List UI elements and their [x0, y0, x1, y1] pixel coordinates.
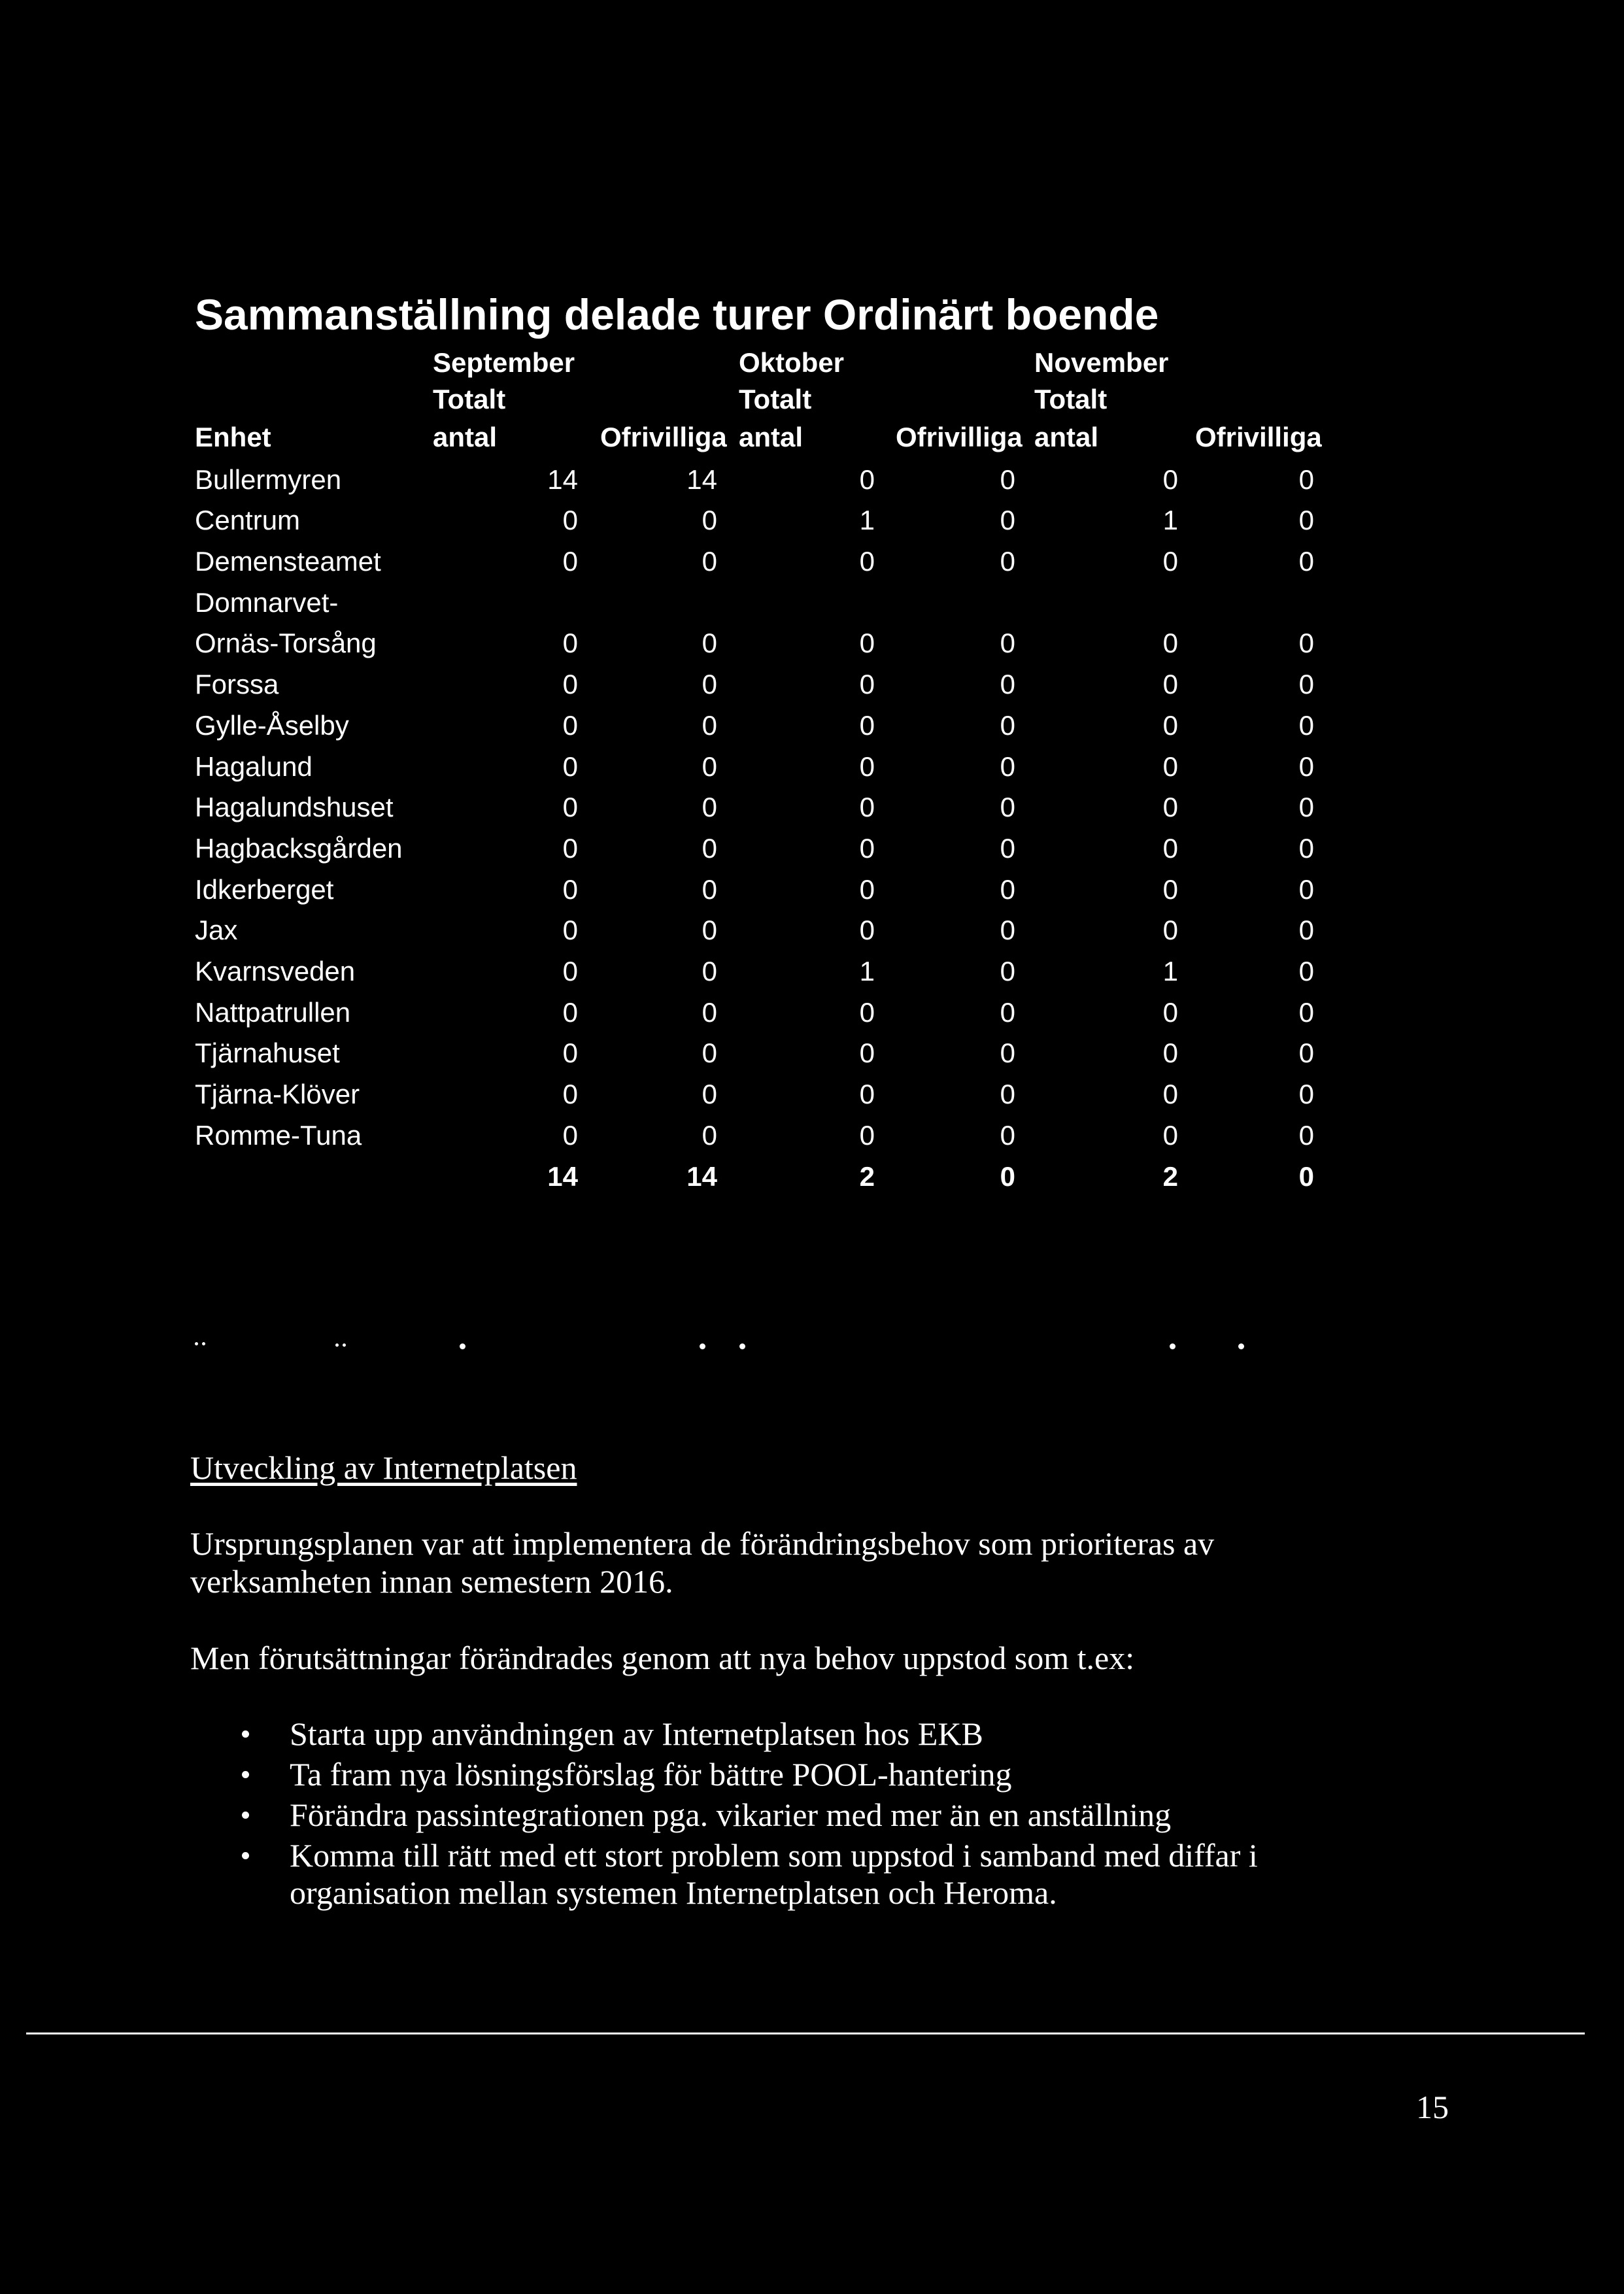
- table-row: [0, 582, 1624, 664]
- september-ofrivilliga-cell: 0: [702, 669, 717, 700]
- section-intro: Men förutsättningar förändrades genom att nya behov uppstod som t.ex:: [190, 1640, 1135, 1676]
- table-header-columns: [0, 419, 1624, 456]
- oktober-ofrivilliga-cell: 0: [1000, 1037, 1015, 1069]
- unit-name: Demensteamet: [195, 546, 381, 577]
- list-item-text: Förändra passintegrationen pga. vikarier med mer än en anställning: [290, 1796, 1172, 1833]
- november-totalt-antal-cell: 0: [1162, 873, 1178, 905]
- september-totalt-antal-cell: 0: [562, 956, 578, 987]
- unit-name: Gylle-Åselby: [195, 709, 349, 741]
- september-totalt-antal-cell: 14: [547, 464, 578, 495]
- table-header-months: [0, 345, 1624, 381]
- september-totalt-antal-cell: 0: [562, 1079, 578, 1110]
- oktober-ofrivilliga-cell: 0: [1000, 956, 1015, 987]
- oktober-ofrivilliga-cell: 0: [1000, 505, 1015, 536]
- november-totalt-antal-cell: 0: [1162, 546, 1178, 577]
- header-month-oktober: Oktober: [739, 347, 845, 378]
- november-ofrivilliga-cell: 0: [1298, 669, 1314, 700]
- november-totalt-antal-cell: 0: [1162, 1037, 1178, 1069]
- header-antal: antal: [739, 422, 804, 452]
- september-ofrivilliga-cell: 0: [702, 751, 717, 782]
- unit-name: Centrum: [195, 505, 301, 536]
- unit-name: Tjärna-Klöver: [195, 1079, 360, 1110]
- oktober-totalt-antal-cell: 0: [859, 546, 875, 577]
- november-totalt-antal-cell: 0: [1162, 1079, 1178, 1110]
- table-row: [0, 992, 1624, 1034]
- oktober-ofrivilliga-cell: 0: [1000, 792, 1015, 823]
- november-totalt-antal-cell: 0: [1162, 464, 1178, 495]
- header-ofrivilliga: Ofrivilliga: [1195, 422, 1322, 452]
- september-ofrivilliga-cell: 0: [702, 546, 717, 577]
- oktober-totalt-antal-cell: 0: [859, 1119, 875, 1151]
- november-ofrivilliga-cell: 0: [1298, 628, 1314, 659]
- table-row: [0, 664, 1624, 705]
- unit-name: Kvarnsveden: [195, 956, 356, 987]
- scan-dot: [700, 1343, 705, 1349]
- unit-name: Hagbacksgården: [195, 832, 403, 864]
- unit-name: Idkerberget: [195, 873, 334, 905]
- november-ofrivilliga-cell: 0: [1298, 792, 1314, 823]
- bullet-list: [0, 1715, 1624, 1915]
- oktober-totalt-antal-cell: 0: [859, 709, 875, 741]
- september-totalt-antal-cell: 0: [562, 1037, 578, 1069]
- september-totalt-antal-cell: 0: [562, 792, 578, 823]
- oktober-ofrivilliga-cell: 0: [1000, 915, 1015, 946]
- table-row: [0, 869, 1624, 911]
- header-totalt: Totalt: [739, 384, 812, 414]
- november-ofrivilliga-cell: 0: [1298, 505, 1314, 536]
- november-totalt-antal-cell: 0: [1162, 996, 1178, 1028]
- scan-dot: [1170, 1343, 1176, 1349]
- november-totalt-antal-cell: 0: [1162, 792, 1178, 823]
- table-row: [0, 787, 1624, 828]
- oktober-totalt-antal-cell: 0: [859, 996, 875, 1028]
- september-totalt-antal-cell: 0: [562, 669, 578, 700]
- table-row: [0, 705, 1624, 747]
- november-ofrivilliga-cell: 0: [1298, 915, 1314, 946]
- september-totalt-antal-cell: 0: [562, 751, 578, 782]
- scan-dot: [195, 1342, 198, 1345]
- table-row: [0, 460, 1624, 501]
- table-header-totalt: [0, 381, 1624, 418]
- november-totalt-antal-cell: 0: [1162, 709, 1178, 741]
- oktober-ofrivilliga-cell: 0: [1000, 546, 1015, 577]
- oktober-totalt-antal-cell: 0: [859, 751, 875, 782]
- september-ofrivilliga-cell: 0: [702, 956, 717, 987]
- scan-dot: [460, 1343, 465, 1349]
- list-item-text: Ta fram nya lösningsförslag för bättre POOL-hantering: [290, 1755, 1012, 1793]
- unit-name: Nattpatrullen: [195, 996, 351, 1028]
- november-ofrivilliga-cell: 0: [1298, 873, 1314, 905]
- september-totalt-antal-cell: 0: [562, 628, 578, 659]
- oktober-totalt-antal-cell: 0: [859, 792, 875, 823]
- footer-divider: [26, 2033, 1585, 2034]
- september-ofrivilliga-cell: 14: [686, 1160, 717, 1192]
- table-row: [0, 747, 1624, 788]
- table-row: [0, 910, 1624, 951]
- scan-dot: [202, 1342, 205, 1345]
- totals-row: [0, 1156, 1624, 1198]
- september-totalt-antal-cell: 0: [562, 832, 578, 864]
- header-month-september: September: [433, 347, 575, 378]
- table-row: [0, 828, 1624, 869]
- september-ofrivilliga-cell: 0: [702, 996, 717, 1028]
- oktober-ofrivilliga-cell: 0: [1000, 709, 1015, 741]
- september-ofrivilliga-cell: 0: [702, 792, 717, 823]
- oktober-ofrivilliga-cell: 0: [1000, 628, 1015, 659]
- header-ofrivilliga: Ofrivilliga: [600, 422, 727, 452]
- oktober-ofrivilliga-cell: 0: [1000, 669, 1015, 700]
- header-enhet: Enhet: [195, 422, 271, 452]
- unit-name: Jax: [195, 915, 238, 946]
- unit-name: Tjärnahuset: [195, 1037, 340, 1069]
- table-row: [0, 541, 1624, 582]
- section-paragraph: Ursprungsplanen var att implementera de förändringsbehov som prioriteras av verksamheten innan semestern 2016.: [190, 1525, 1215, 1600]
- list-item: [290, 1715, 1336, 1753]
- list-item: [290, 1837, 1336, 1912]
- oktober-totalt-antal-cell: 0: [859, 464, 875, 495]
- november-ofrivilliga-cell: 0: [1298, 832, 1314, 864]
- september-totalt-antal-cell: 0: [562, 546, 578, 577]
- september-ofrivilliga-cell: 0: [702, 628, 717, 659]
- september-ofrivilliga-cell: 0: [702, 1079, 717, 1110]
- oktober-totalt-antal-cell: 2: [859, 1160, 875, 1192]
- september-totalt-antal-cell: 0: [562, 709, 578, 741]
- table-row: [0, 1115, 1624, 1156]
- oktober-totalt-antal-cell: 0: [859, 628, 875, 659]
- scan-dot: [335, 1343, 339, 1347]
- page-number: 15: [1416, 2089, 1449, 2125]
- september-ofrivilliga-cell: 0: [702, 832, 717, 864]
- unit-name: Forssa: [195, 669, 279, 700]
- oktober-totalt-antal-cell: 0: [859, 873, 875, 905]
- bullet-icon: [242, 1852, 249, 1859]
- oktober-ofrivilliga-cell: 0: [1000, 996, 1015, 1028]
- oktober-totalt-antal-cell: 1: [859, 505, 875, 536]
- table-row: [0, 500, 1624, 541]
- table-row: [0, 1033, 1624, 1074]
- oktober-ofrivilliga-cell: 0: [1000, 751, 1015, 782]
- header-antal: antal: [433, 422, 498, 452]
- oktober-totalt-antal-cell: 1: [859, 956, 875, 987]
- november-ofrivilliga-cell: 0: [1298, 1160, 1314, 1192]
- september-ofrivilliga-cell: 0: [702, 873, 717, 905]
- oktober-totalt-antal-cell: 0: [859, 1079, 875, 1110]
- oktober-ofrivilliga-cell: 0: [1000, 1119, 1015, 1151]
- november-totalt-antal-cell: 0: [1162, 1119, 1178, 1151]
- unit-name: Hagalund: [195, 751, 313, 782]
- list-item: [290, 1756, 1336, 1793]
- september-totalt-antal-cell: 0: [562, 505, 578, 536]
- oktober-ofrivilliga-cell: 0: [1000, 464, 1015, 495]
- november-totalt-antal-cell: 2: [1162, 1160, 1178, 1192]
- list-item-text: Komma till rätt med ett stort problem som uppstod i samband med diffar i organisation mellan systemen Internetplatsen och Heroma.: [290, 1836, 1258, 1911]
- november-totalt-antal-cell: 0: [1162, 751, 1178, 782]
- november-totalt-antal-cell: 0: [1162, 669, 1178, 700]
- bullet-icon: [242, 1812, 249, 1819]
- november-ofrivilliga-cell: 0: [1298, 464, 1314, 495]
- header-antal: antal: [1034, 422, 1099, 452]
- november-totalt-antal-cell: 1: [1162, 505, 1178, 536]
- table-row: [0, 951, 1624, 992]
- oktober-ofrivilliga-cell: 0: [1000, 832, 1015, 864]
- september-ofrivilliga-cell: 0: [702, 1037, 717, 1069]
- header-totalt: Totalt: [1034, 384, 1108, 414]
- unit-name: Domnarvet-Ornäs-Torsång: [195, 586, 377, 659]
- oktober-totalt-antal-cell: 0: [859, 1037, 875, 1069]
- november-ofrivilliga-cell: 0: [1298, 956, 1314, 987]
- header-month-november: November: [1034, 347, 1169, 378]
- november-totalt-antal-cell: 0: [1162, 832, 1178, 864]
- bullet-icon: [242, 1771, 249, 1778]
- september-ofrivilliga-cell: 0: [702, 1119, 717, 1151]
- september-totalt-antal-cell: 0: [562, 1119, 578, 1151]
- unit-name: Bullermyren: [195, 464, 342, 495]
- oktober-totalt-antal-cell: 0: [859, 832, 875, 864]
- oktober-totalt-antal-cell: 0: [859, 915, 875, 946]
- september-ofrivilliga-cell: 14: [686, 464, 717, 495]
- section-heading: Utveckling av Internetplatsen: [190, 1449, 577, 1486]
- oktober-ofrivilliga-cell: 0: [1000, 873, 1015, 905]
- september-totalt-antal-cell: 14: [547, 1160, 578, 1192]
- november-ofrivilliga-cell: 0: [1298, 751, 1314, 782]
- november-totalt-antal-cell: 0: [1162, 628, 1178, 659]
- scan-dot: [739, 1343, 745, 1349]
- september-ofrivilliga-cell: 0: [702, 709, 717, 741]
- november-ofrivilliga-cell: 0: [1298, 1037, 1314, 1069]
- september-totalt-antal-cell: 0: [562, 873, 578, 905]
- list-item: [290, 1796, 1336, 1834]
- bullet-icon: [242, 1730, 249, 1738]
- scan-dot: [343, 1343, 346, 1347]
- november-ofrivilliga-cell: 0: [1298, 996, 1314, 1028]
- header-totalt: Totalt: [433, 384, 506, 414]
- november-ofrivilliga-cell: 0: [1298, 1079, 1314, 1110]
- september-totalt-antal-cell: 0: [562, 915, 578, 946]
- november-ofrivilliga-cell: 0: [1298, 1119, 1314, 1151]
- november-ofrivilliga-cell: 0: [1298, 709, 1314, 741]
- september-ofrivilliga-cell: 0: [702, 915, 717, 946]
- november-totalt-antal-cell: 0: [1162, 915, 1178, 946]
- header-ofrivilliga: Ofrivilliga: [896, 422, 1023, 452]
- oktober-totalt-antal-cell: 0: [859, 669, 875, 700]
- unit-name: Romme-Tuna: [195, 1119, 362, 1151]
- scan-dot: [1238, 1343, 1244, 1349]
- table-row: [0, 1074, 1624, 1115]
- september-totalt-antal-cell: 0: [562, 996, 578, 1028]
- oktober-ofrivilliga-cell: 0: [1000, 1079, 1015, 1110]
- summary-table-body: [0, 460, 1624, 1198]
- november-ofrivilliga-cell: 0: [1298, 546, 1314, 577]
- list-item-text: Starta upp användningen av Internetplatsen hos EKB: [290, 1715, 983, 1752]
- page-title: Sammanställning delade turer Ordinärt boende: [195, 290, 1159, 339]
- oktober-ofrivilliga-cell: 0: [1000, 1160, 1015, 1192]
- september-ofrivilliga-cell: 0: [702, 505, 717, 536]
- november-totalt-antal-cell: 1: [1162, 956, 1178, 987]
- unit-name: Hagalundshuset: [195, 792, 394, 823]
